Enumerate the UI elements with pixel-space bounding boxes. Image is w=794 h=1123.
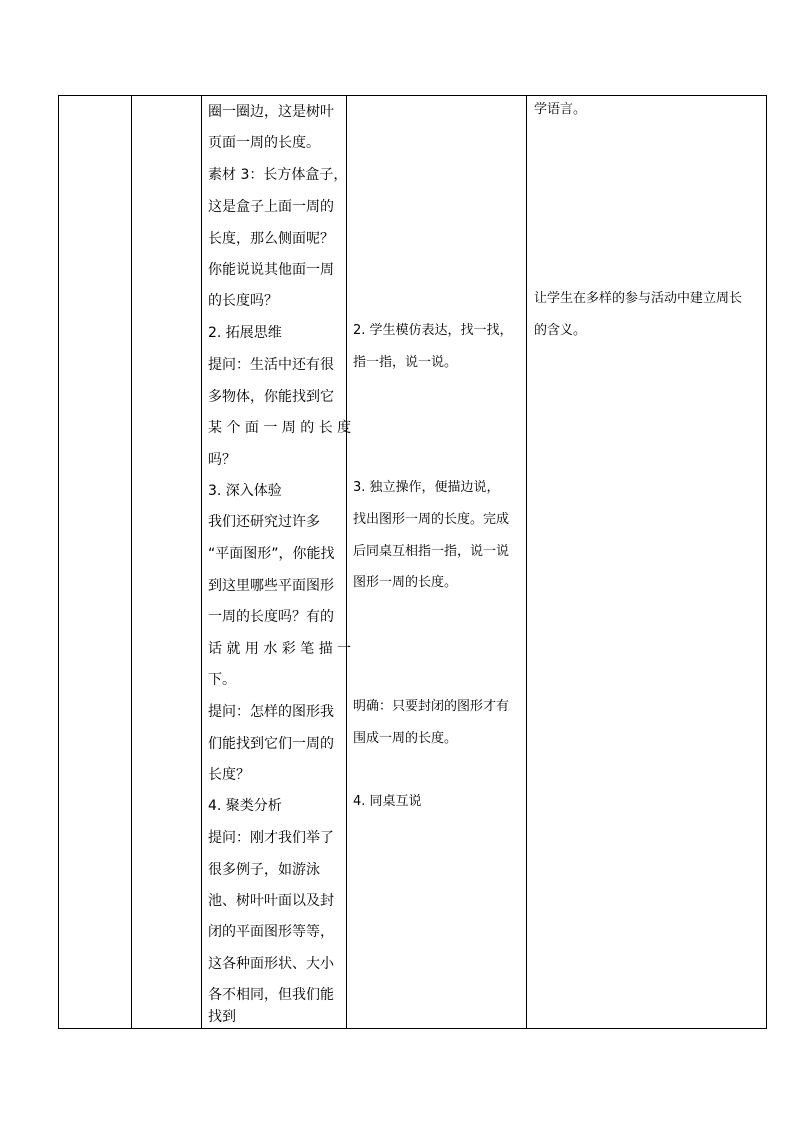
teacher-activity-line: 话 就 用 水 彩 笔 描 一 — [208, 641, 352, 657]
teacher-activity-line: 你能说说其他面一周 — [208, 262, 334, 278]
teacher-activity-line: 们能找到它们一周的 — [208, 736, 334, 752]
student-activity-line: 找出图形一周的长度。完成 — [353, 512, 510, 527]
teacher-activity-line: 池、树叶叶面以及封 — [208, 893, 334, 909]
student-activity-line: 明确：只要封闭的图形才有 — [353, 699, 510, 714]
teacher-activity-line: 一周的长度吗？有的 — [208, 609, 334, 625]
design-intent-line: 的含义。 — [534, 323, 587, 338]
teacher-activity-line: 3. 深入体验 — [208, 483, 282, 499]
teacher-activity-line: 长度，那么侧面呢？ — [208, 231, 334, 247]
teacher-activity-line: 素材 3：长方体盒子， — [208, 167, 348, 183]
teacher-activity-line: 提问：怎样的图形我 — [208, 704, 334, 720]
student-activity-line: 指一指，说一说。 — [353, 355, 458, 370]
teacher-activity-line: 提问：刚才我们举了 — [208, 830, 334, 846]
teacher-activity-line: 某 个 面 一 周 的 长 度 — [208, 420, 352, 436]
teacher-activity-line: 到这里哪些平面图形 — [208, 578, 334, 594]
teacher-activity-line: 下。 — [208, 672, 236, 688]
teacher-activity-line: 各不相同，但我们能 — [208, 987, 334, 1003]
teacher-activity-line: 页面一周的长度。 — [208, 135, 320, 151]
student-activity-line: 2. 学生模仿表达，找一找， — [353, 323, 513, 338]
teacher-activity-line: 圈一圈边，这是树叶 — [208, 104, 334, 120]
teacher-activity-line: 长度？ — [208, 767, 250, 783]
student-activity-line: 3. 独立操作，便描边说， — [353, 480, 500, 495]
teacher-activity-line: 这是盒子上面一周的 — [208, 199, 334, 215]
teacher-activity-line: 2. 拓展思维 — [208, 325, 282, 341]
teacher-activity-line: 我们还研究过许多 — [208, 514, 320, 530]
teacher-activity-line: “平面图形”，你能找 — [208, 546, 335, 562]
teacher-activity-line: 找到 — [208, 1009, 236, 1025]
table-cell-col2 — [132, 96, 201, 1028]
teacher-activity-line: 4. 聚类分析 — [208, 798, 282, 814]
student-activity-line: 4. 同桌互说 — [353, 794, 422, 809]
design-intent-line: 让学生在多样的参与活动中建立周长 — [534, 291, 743, 306]
student-activity-line: 后同桌互相指一指，说一说 — [353, 544, 510, 559]
design-intent-cell — [527, 96, 766, 1028]
teacher-activity-line: 提问：生活中还有很 — [208, 357, 334, 373]
student-activity-line: 围成一周的长度。 — [353, 731, 458, 746]
teacher-activity-line: 吗？ — [208, 452, 236, 468]
student-activity-cell — [347, 96, 526, 1028]
student-activity-line: 图形一周的长度。 — [353, 575, 458, 590]
teacher-activity-line: 的长度吗？ — [208, 293, 278, 309]
teacher-activity-cell — [202, 96, 352, 1028]
design-intent-line: 学语言。 — [534, 102, 587, 117]
lesson-plan-table — [58, 95, 767, 1029]
teacher-activity-line: 这各种面形状、大小 — [208, 956, 334, 972]
table-cell-col1 — [59, 96, 131, 1028]
teacher-activity-line: 很多例子，如游泳 — [208, 862, 320, 878]
teacher-activity-line: 闭的平面图形等等， — [208, 924, 334, 940]
teacher-activity-line: 多物体，你能找到它 — [208, 389, 334, 405]
